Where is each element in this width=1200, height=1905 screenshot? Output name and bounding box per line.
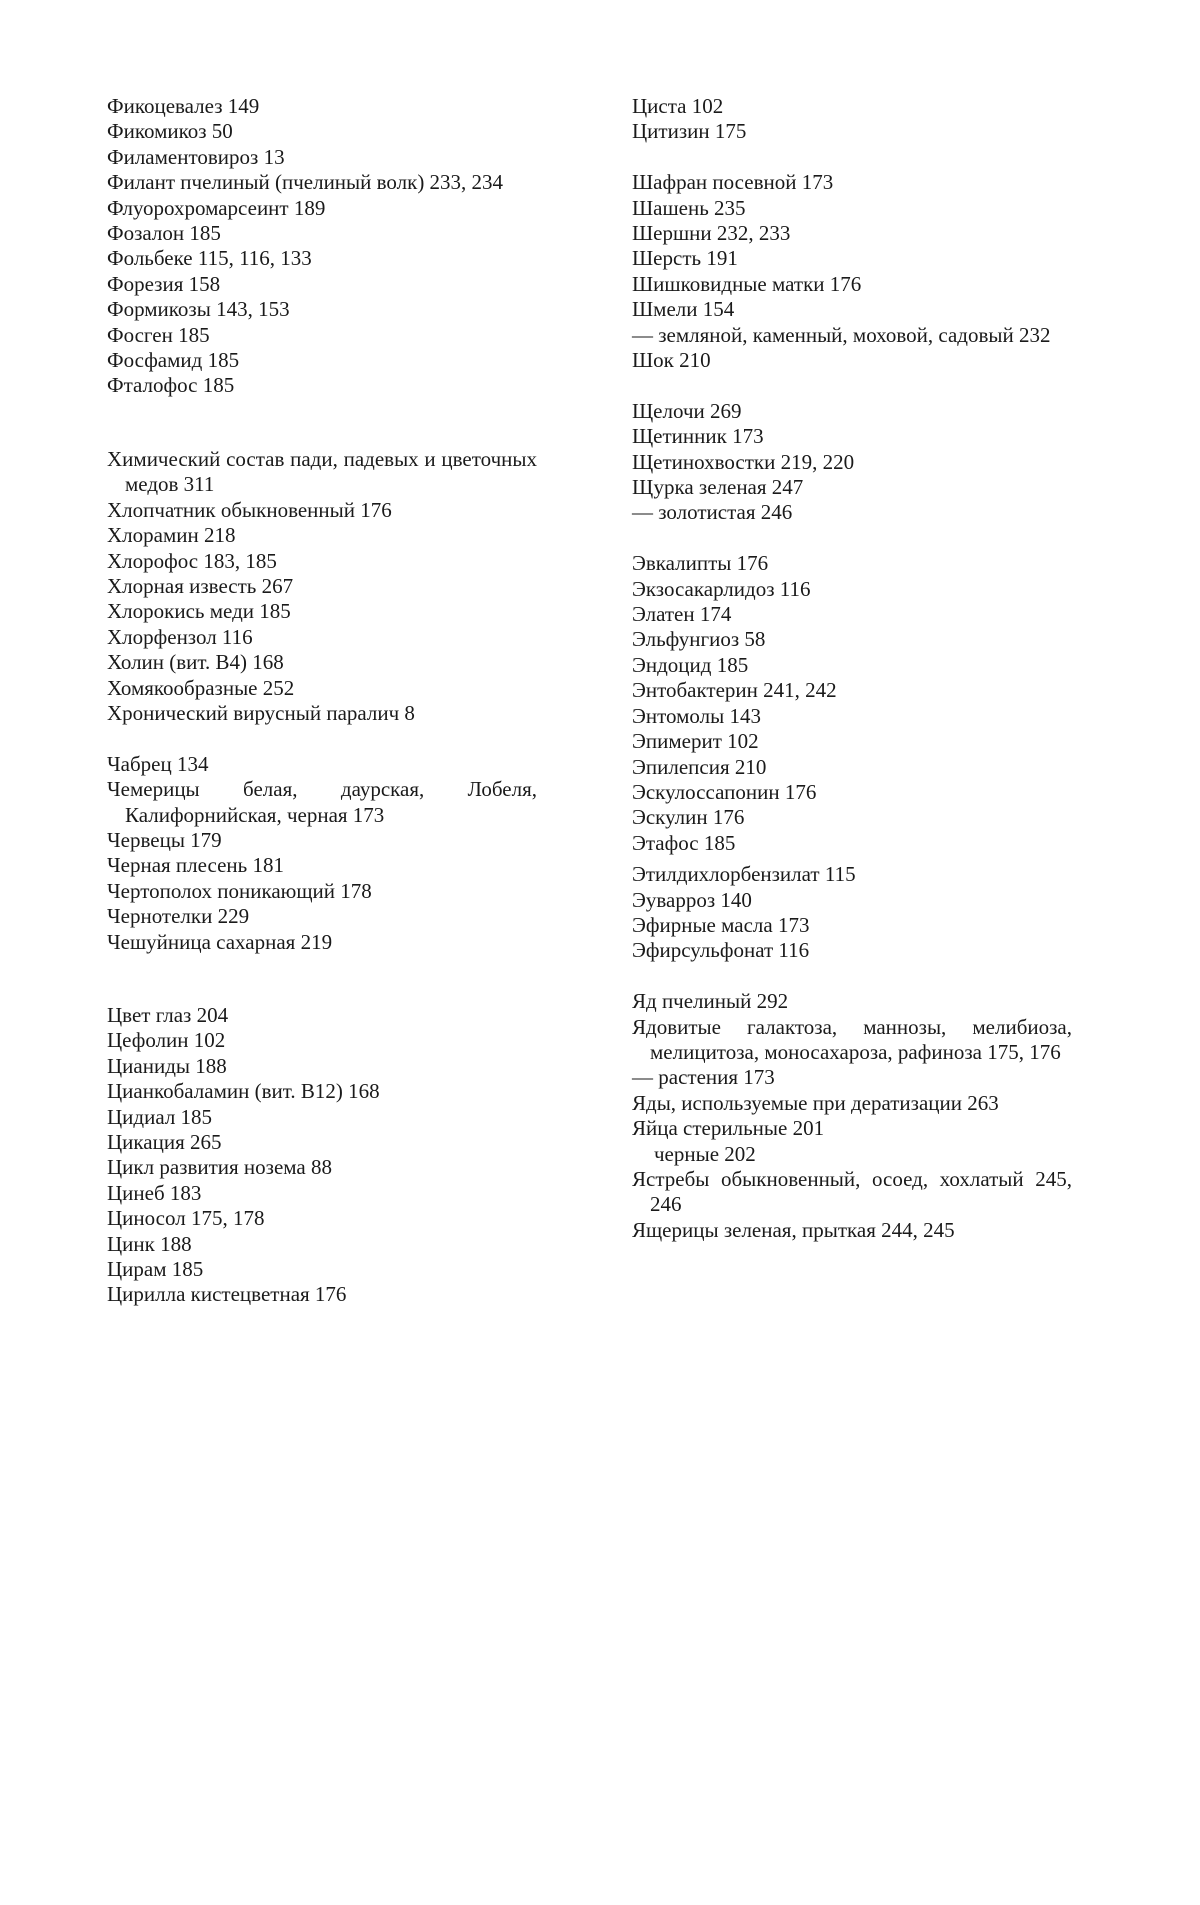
index-entry: Энтомолы 143 bbox=[632, 703, 761, 728]
index-entry: Экзосакарлидоз 116 bbox=[632, 576, 811, 601]
index-entry: Фосген 185 bbox=[107, 322, 210, 347]
index-entry: Фикомикоз 50 bbox=[107, 119, 233, 144]
index-entry: Холин (вит. В4) 168 bbox=[107, 650, 284, 675]
index-entry: Цикл развития нозема 88 bbox=[107, 1155, 333, 1180]
index-column-right bbox=[632, 94, 1072, 1243]
index-entry: Фталофос 185 bbox=[107, 373, 235, 398]
index-gap bbox=[632, 964, 1072, 989]
index-entry: Черная плесень 181 bbox=[107, 853, 284, 878]
index-entry: Щетинохвостки 219, 220 bbox=[632, 449, 855, 474]
index-entry: Химический состав пади, падевых и цветочных медов 311 bbox=[107, 446, 537, 497]
index-entry: Фикоцевалез 149 bbox=[107, 94, 260, 118]
index-entry: Цитизин 175 bbox=[632, 119, 747, 144]
index-entry: Чертополох поникающий 178 bbox=[107, 878, 372, 903]
index-gap bbox=[632, 373, 1072, 398]
index-entry: Цефолин 102 bbox=[107, 1028, 226, 1053]
index-entry: Хлорамин 218 bbox=[107, 523, 236, 548]
index-subentry: черные 202 bbox=[654, 1141, 756, 1166]
index-entry: Шершни 232, 233 bbox=[632, 221, 791, 246]
index-entry: Энтобактерин 241, 242 bbox=[632, 678, 837, 703]
index-entry: Фосфамид 185 bbox=[107, 348, 240, 373]
index-column-left bbox=[107, 94, 537, 1308]
index-entry: Формикозы 143, 153 bbox=[107, 297, 290, 322]
index-entry: Шафран посевной 173 bbox=[632, 170, 834, 195]
index-entry: Эфирсульфонат 116 bbox=[632, 938, 810, 963]
index-entry: Фольбеке 115, 116, 133 bbox=[107, 246, 312, 271]
index-entry: Чернотелки 229 bbox=[107, 904, 250, 929]
index-entry: Хлопчатник обыкновенный 176 bbox=[107, 497, 392, 522]
index-entry: Цинк 188 bbox=[107, 1231, 192, 1256]
index-entry: Флуорохромарсеинт 189 bbox=[107, 195, 326, 220]
index-entry: Цидиал 185 bbox=[107, 1104, 213, 1129]
index-entry: Хлорфензол 116 bbox=[107, 624, 253, 649]
index-gap bbox=[632, 526, 1072, 551]
index-entry: Эпилепсия 210 bbox=[632, 754, 767, 779]
index-entry: Эвкалипты 176 bbox=[632, 551, 769, 576]
index-entry: Щетинник 173 bbox=[632, 424, 764, 449]
index-entry: Эуварроз 140 bbox=[632, 887, 752, 912]
index-entry: Чешуйница сахарная 219 bbox=[107, 929, 333, 954]
index-entry: Хронический вирусный паралич 8 bbox=[107, 700, 415, 725]
index-entry: — земляной, каменный, моховой, садовый 232 bbox=[632, 322, 1051, 347]
index-entry: Этилдихлорбензилат 115 bbox=[632, 862, 856, 887]
index-entry: Эндоцид 185 bbox=[632, 652, 749, 677]
index-entry: Хлорофос 183, 185 bbox=[107, 548, 277, 573]
index-entry: Ястребы обыкновенный, осоед, хохлатый 245, 246 bbox=[632, 1167, 1072, 1217]
index-entry: Эльфунгиоз 58 bbox=[632, 627, 766, 652]
index-gap bbox=[107, 726, 537, 751]
index-entry: Цирам 185 bbox=[107, 1257, 204, 1282]
index-entry: Шишковидные матки 176 bbox=[632, 271, 862, 296]
index-entry: Элатен 174 bbox=[632, 602, 732, 627]
index-entry: Хлорокись меди 185 bbox=[107, 599, 291, 624]
index-entry: Эскулин 176 bbox=[632, 805, 745, 830]
index-entry: — золотистая 246 bbox=[632, 500, 793, 525]
index-entry: Ящерицы зеленая, прыткая 244, 245 bbox=[632, 1217, 955, 1242]
index-entry: Хлорная известь 267 bbox=[107, 573, 294, 598]
index-entry: Цвет глаз 204 bbox=[107, 1002, 229, 1027]
index-entry: Цианиды 188 bbox=[107, 1053, 227, 1078]
index-entry: Этафос 185 bbox=[632, 830, 736, 855]
index-entry: Шок 210 bbox=[632, 348, 711, 373]
index-entry: Цикация 265 bbox=[107, 1130, 222, 1155]
index-entry: Шерсть 191 bbox=[632, 246, 738, 271]
index-entry: Чемерицы белая, даурская, Лобеля, Калифорнийская, черная 173 bbox=[107, 777, 537, 827]
index-entry: Червецы 179 bbox=[107, 827, 222, 852]
index-entry: Циносол 175, 178 bbox=[107, 1206, 265, 1231]
index-entry: Чабрец 134 bbox=[107, 751, 209, 776]
index-gap bbox=[632, 145, 1072, 170]
index-entry: Цирилла кистецветная 176 bbox=[107, 1282, 347, 1307]
index-entry: Шашень 235 bbox=[632, 195, 746, 220]
index-entry: Щурка зеленая 247 bbox=[632, 475, 804, 500]
index-entry: Филаментовироз 13 bbox=[107, 144, 285, 169]
index-entry: Хомякообразные 252 bbox=[107, 675, 295, 700]
index-entry: Яды, используемые при дератизации 263 bbox=[632, 1090, 999, 1115]
index-entry: Форезия 158 bbox=[107, 271, 221, 296]
index-entry: Эпимерит 102 bbox=[632, 729, 759, 754]
index-entry: — растения 173 bbox=[632, 1065, 775, 1090]
index-entry: Щелочи 269 bbox=[632, 398, 742, 423]
index-entry: Яд пчелиный 292 bbox=[632, 989, 789, 1014]
index-entry: Ядовитые галактоза, маннозы, мелибиоза, мелицитоза, моносахароза, рафиноза 175, 176 bbox=[632, 1014, 1072, 1064]
index-entry: Эфирные масла 173 bbox=[632, 912, 810, 937]
index-entry: Эскулоссапонин 176 bbox=[632, 779, 817, 804]
index-entry: Яйца стерильные 201 bbox=[632, 1116, 825, 1141]
index-entry: Шмели 154 bbox=[632, 297, 735, 322]
index-entry: Цинеб 183 bbox=[107, 1180, 202, 1205]
index-entry: Циста 102 bbox=[632, 94, 724, 118]
index-entry: Цианкобаламин (вит. В12) 168 bbox=[107, 1079, 380, 1104]
index-gap bbox=[107, 955, 537, 1003]
index-entry: Филант пчелиный (пчелиный волк) 233, 234 bbox=[107, 170, 504, 195]
index-gap bbox=[107, 399, 537, 447]
index-entry: Фозалон 185 bbox=[107, 221, 221, 246]
